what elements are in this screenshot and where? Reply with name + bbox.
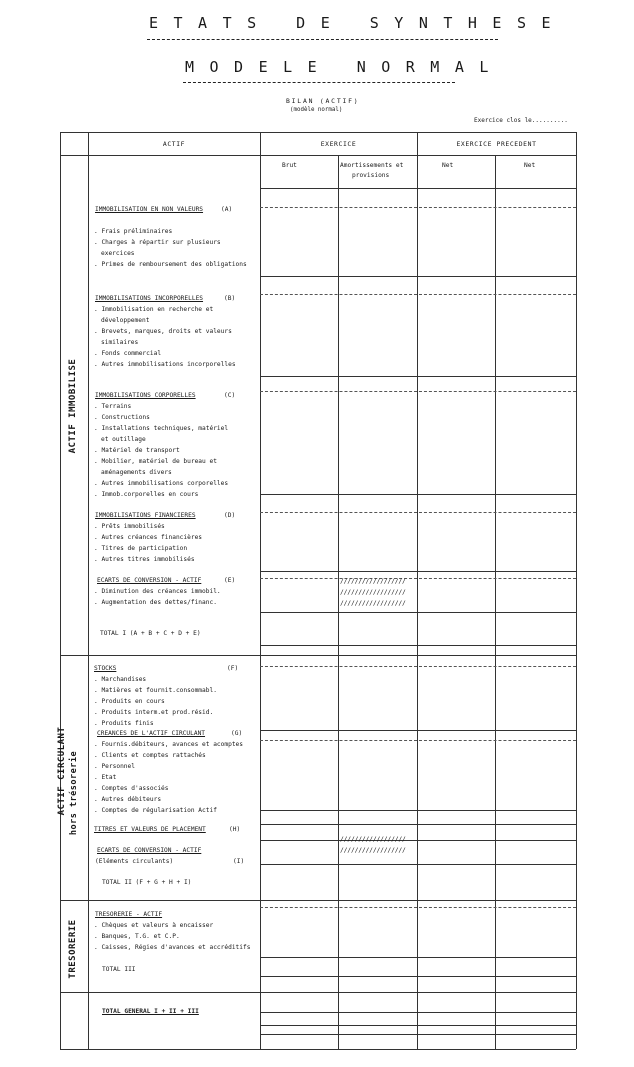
group-title-titres: TITRES ET VALEURS DE PLACEMENT [94,826,206,833]
list-item: . Fournis.débiteurs, avances et acomptes [94,741,244,748]
list-item: . Terrains [94,403,132,410]
list-item: . Autres immobilisations incorporelles [94,361,236,368]
group-code-i: (I) [233,858,245,865]
section-label-tresorerie: TRESORERIE [68,919,78,979]
list-item: . Constructions [94,414,150,421]
list-item: . Diminution des créances immobil. [94,588,221,595]
group-title-financieres: IMMOBILISATIONS FINANCIERES [95,512,196,519]
hatched-cell: ////////////////// [340,846,406,854]
hatched-cell: ////////////////// [340,599,406,607]
group-title-ecarts-circulant: ECARTS DE CONVERSION - ACTIF [97,847,202,854]
list-item: . Personnel [94,763,135,770]
group-code-e: (E) [224,577,236,584]
list-item: . Matières et fournit.consommabl. [94,687,217,694]
bilan-title: BILAN (ACTIF) [286,97,360,105]
exercise-closed-label: Exercice clos le.......... [474,117,568,124]
list-item: . Fonds commercial [94,350,162,357]
list-item: . Comptes de régularisation Actif [94,807,217,814]
subheader-provisions: provisions [352,172,390,179]
hatched-cell: ////////////////// [340,577,406,585]
subheader-brut: Brut [282,162,297,169]
list-item: . Mobilier, matériel de bureau et [94,458,217,465]
document-title: ETATS DE SYNTHESE [149,14,567,32]
list-item: . Primes de remboursement des obligations [94,261,247,268]
group-title-tresorerie-actif: TRESORERIE - ACTIF [95,911,163,918]
list-item: . Installations techniques, matériel [94,425,229,432]
list-item: . Autres titres immobilisés [94,556,195,563]
group-code-c: (C) [224,392,236,399]
list-item: . Comptes d'associés [94,785,169,792]
list-item: . Marchandises [94,676,147,683]
group-code-h: (H) [229,826,241,833]
total-1-label: TOTAL I (A + B + C + D + E) [100,630,201,637]
list-item: . Caisses, Régies d'avances et accréditifs [94,944,251,951]
group-title-incorporelles: IMMOBILISATIONS INCORPORELLES [95,295,204,302]
list-item: . Frais préliminaires [94,228,173,235]
list-item: et outillage [101,436,146,443]
list-item: . Etat [94,774,117,781]
list-item: similaires [101,339,139,346]
section-label-actif-circulant: ACTIF CIRCULANT [57,726,67,816]
list-item: . Produits interm.et prod.résid. [94,709,214,716]
subheader-net-previous: Net [524,162,536,169]
group-title-ecarts-actif: ECARTS DE CONVERSION - ACTIF [97,577,202,584]
hatched-cell: ////////////////// [340,835,406,843]
group-title-non-valeurs: IMMOBILISATION EN NON VALEURS [95,206,204,213]
list-item: . Immob.corporelles en cours [94,491,199,498]
list-item: . Prêts immobilisés [94,523,165,530]
subheader-amortissements: Amortissements et [340,162,404,169]
list-item: . Autres créances financières [94,534,203,541]
list-item: aménagements divers [101,469,172,476]
column-header-exercice-precedent: EXERCICE PRECEDENT [456,140,537,148]
list-item: développement [101,317,150,324]
list-item: . Banques, T.G. et C.P. [94,933,180,940]
group-code-b: (B) [224,295,236,302]
title-underline [147,39,498,40]
group-title-stocks: STOCKS [94,665,117,672]
subheader-net-current: Net [442,162,454,169]
list-item: . Produits finis [94,720,154,727]
hatched-cell: ////////////////// [340,588,406,596]
column-header-actif: ACTIF [162,140,186,148]
document-subtitle: MODELE NORMAL [185,58,504,76]
bilan-subtitle: (modèle normal) [290,107,343,113]
list-item: . Immobilisation en recherche et [94,306,214,313]
total-2-label: TOTAL II (F + G + H + I) [102,879,192,886]
group-title-creances: CREANCES DE L'ACTIF CIRCULANT [97,730,206,737]
list-item: . Brevets, marques, droits et valeurs [94,328,232,335]
ecarts-circulant-sub: (Eléments circulants) [95,858,174,865]
list-item: . Clients et comptes rattachés [94,752,206,759]
list-item: . Titres de participation [94,545,188,552]
list-item: . Charges à répartir sur plusieurs [94,239,221,246]
list-item: exercices [101,250,135,257]
section-label-actif-immobilise: ACTIF IMMOBILISE [68,358,78,454]
subtitle-underline [183,82,455,83]
list-item: . Autres immobilisations corporelles [94,480,229,487]
group-code-d: (D) [224,512,236,519]
list-item: . Matériel de transport [94,447,180,454]
group-code-g: (G) [231,730,243,737]
list-item: . Produits en cours [94,698,165,705]
group-code-a: (A) [221,206,233,213]
group-code-f: (F) [227,665,239,672]
list-item: . Autres débiteurs [94,796,162,803]
total-3-label: TOTAL III [102,966,136,973]
group-title-corporelles: IMMOBILISATIONS CORPORELLES [95,392,196,399]
column-header-exercice: EXERCICE [320,140,357,148]
section-label-hors-tresorerie: hors trésorerie [69,750,79,836]
list-item: . Augmentation des dettes/financ. [94,599,217,606]
total-general-label: TOTAL GENERAL I + II + III [102,1008,199,1015]
list-item: . Chèques et valeurs à encaisser [94,922,214,929]
